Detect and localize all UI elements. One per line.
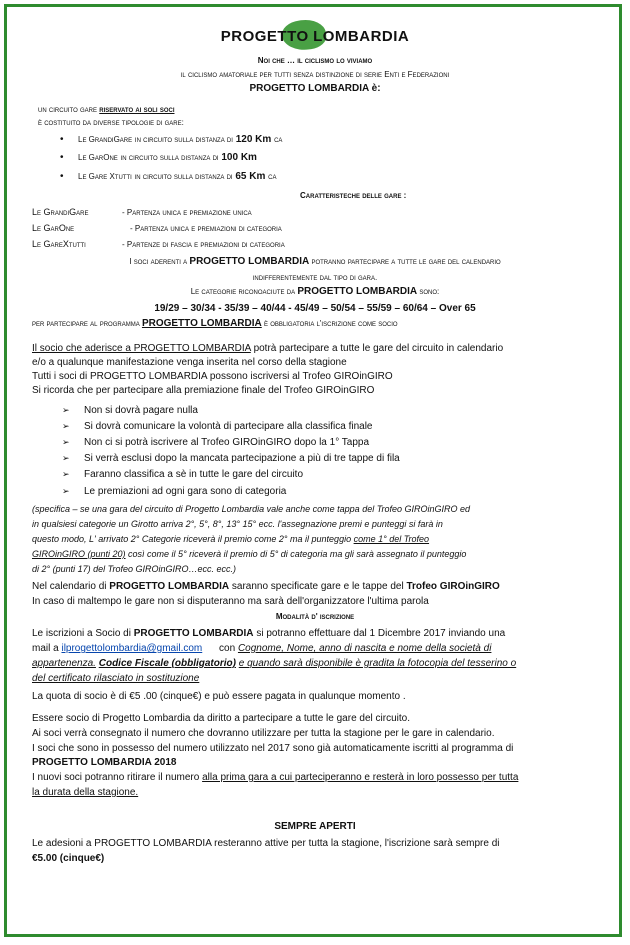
body-p1: Il socio che aderisce a PROGETTO LOMBARDIA potrà partecipare a tutte le gare del circuito in calendario <box>32 343 504 354</box>
info-line: Essere socio di Progetto Lombardia da diritto a partecipare a tutte le gare del circuito. <box>32 713 410 724</box>
spec-line: in qualsiesi categorie un Girotto arriva 2°, 5°, 8°, 13° 15° ecc. l'assegnazione premi e punteggi si farà in <box>32 519 443 529</box>
modalita-heading: Modalità d' iscrizione <box>275 612 355 621</box>
gara-type-item: • Le Gare Xtutti in circuito sulla distanza di 65 Km ca <box>60 171 277 182</box>
caratteristica-row: Le GrandiGare - Partenza unica e premiazione unica <box>32 207 252 217</box>
rule-item: ➢ Le premiazioni ad ogni gara sono di categoria <box>62 486 287 497</box>
caratteristiche-heading: Caratteristeche delle gare : <box>300 191 407 200</box>
modalita-line-1: Le iscrizioni a Socio di PROGETTO LOMBARDIA si potranno effettuare dal 1 Dicembre 2017 inviando una <box>32 628 506 639</box>
info-line: la durata della stagione. <box>32 787 139 798</box>
categorie-intro: Le categorie riconoaciute da PROGETTO LOMBARDIA sono: <box>190 286 440 297</box>
footer-line-2: €5.00 (cinque€) <box>32 853 105 864</box>
body-p1-line2: e/o a qualunque manifestazione venga inserita nel corso della stagione <box>32 357 347 368</box>
footer-line-1: Le adesioni a PROGETTO LOMBARDIA resteranno attive per tutta la stagione, l'iscrizione sarà sempre di <box>32 838 500 849</box>
body-p3: Si ricorda che per partecipare alla premiazione finale del Trofeo GIROinGIRO <box>32 385 375 396</box>
caratteristica-row: Le GarOne - Partenza unica e premiazioni di categoria <box>32 223 282 233</box>
categorie-list: 19/29 – 30/34 - 35/39 – 40/44 - 45/49 – 50/54 – 55/59 – 60/64 – Over 65 <box>154 303 476 314</box>
info-line: Ai soci verrà consegnato il numero che dovranno utilizzare per tutta la stagione per le gare in calendario. <box>32 728 495 739</box>
spec-line: questo modo, L' arrivato 2° Categorie riceverà il premio come 2° ma il punteggio come 1° del Trofeo <box>32 534 430 544</box>
obbligatoria-line: per partecipare al programma PROGETTO LOMBARDIA è obbligatoria l'iscrizione come socio <box>32 318 398 329</box>
rule-item: ➢ Non si dovrà pagare nulla <box>62 405 198 416</box>
intro-line-2: è costituito da diverse tipologie di gare: <box>38 118 184 127</box>
soci-line-1: I soci aderenti a PROGETTO LOMBARDIA potranno partecipare a tutte le gare del calendario <box>129 256 501 267</box>
info-line: I nuovi soci potranno ritirare il numero alla prima gara a cui parteciperanno e resterà in loro possesso per tutta <box>32 772 519 783</box>
modalita-line-2: mail a ilprogettolombardia@gmail.com con Cognome, Nome, anno di nascita e nome della società di <box>32 643 492 654</box>
intro-line-1: un circuito gare riservato ai soli soci <box>38 105 175 114</box>
info-line-bold: PROGETTO LOMBARDIA 2018 <box>32 757 177 768</box>
gara-type-item: • Le GrandiGare in circuito sulla distanza di 120 Km ca <box>60 134 283 145</box>
rule-item: ➢ Faranno classifica a sè in tutte le gare del circuito <box>62 469 303 480</box>
tagline-1: Noi che … il ciclismo lo viviamo <box>257 56 373 65</box>
rule-item: ➢ Si verrà esclusi dopo la mancata partecipazione a più di tre tappe di fila <box>62 453 400 464</box>
body-p2: Tutti i soci di PROGETTO LOMBARDIA possono iscriversi al Trofeo GIROinGIRO <box>32 371 393 382</box>
main-title: PROGETTO LOMBARDIA è: <box>249 83 381 94</box>
rule-item: ➢ Non ci si potrà iscrivere al Trofeo GIROinGIRO dopo la 1° Tappa <box>62 437 370 448</box>
logo-text-1: PROGETTO <box>220 28 309 45</box>
spec-line: GIROinGIRO (punti 20) così come il 5° riceverà il premio di 5° di categoria ma gli sarà assegnato il punteggio <box>32 549 467 559</box>
modalita-line-4: del certificato rilasciato in sostituzione <box>32 673 200 684</box>
caratteristica-row: Le GareXtutti - Partenze di fascia e premiazioni di categoria <box>32 239 285 249</box>
modalita-line-3: appartenenza. Codice Fiscale (obbligatorio) e quando sarà disponibile è gradita la fotocopia del tesserino o <box>32 658 517 669</box>
info-line: I soci che sono in possesso del numero utilizzato nel 2017 sono già automaticamente iscritti al programma di <box>32 743 514 754</box>
footer-heading: SEMPRE APERTI <box>274 821 356 832</box>
quota-line: La quota di socio è di €5 .00 (cinque€) e può essere pagata in qualunque momento . <box>32 691 406 702</box>
soci-line-2: indifferentemente dal tipo di gara. <box>252 273 378 282</box>
spec-line: (specifica – se una gara del circuito di Progetto Lombardia vale anche come tappa del Trofeo GIROinGIRO ed <box>32 504 471 514</box>
email-link[interactable]: ilprogettolombardia@gmail.com <box>61 643 203 654</box>
spec-line: di 2° (punti 17) del Trofeo GIROinGIRO…ecc. ecc.) <box>32 564 237 574</box>
rule-item: ➢ Si dovrà comunicare la volontà di partecipare alla classifica finale <box>62 421 373 432</box>
calendario-line: Nel calendario di PROGETTO LOMBARDIA saranno specificate gare e le tappe del Trofeo GIROinGIRO <box>32 581 500 592</box>
logo-text-2: LOMBARDIA <box>313 28 410 45</box>
gara-type-item: • Le GarOne in circuito sulla distanza di 100 Km <box>60 152 257 163</box>
tagline-2: il ciclismo amatoriale per tutti senza distinzione di serie Enti e Federazioni <box>180 70 450 79</box>
maltempo-line: In caso di maltempo le gare non si disputeranno ma sarà dell'organizzatore l'ultima parola <box>32 596 429 607</box>
